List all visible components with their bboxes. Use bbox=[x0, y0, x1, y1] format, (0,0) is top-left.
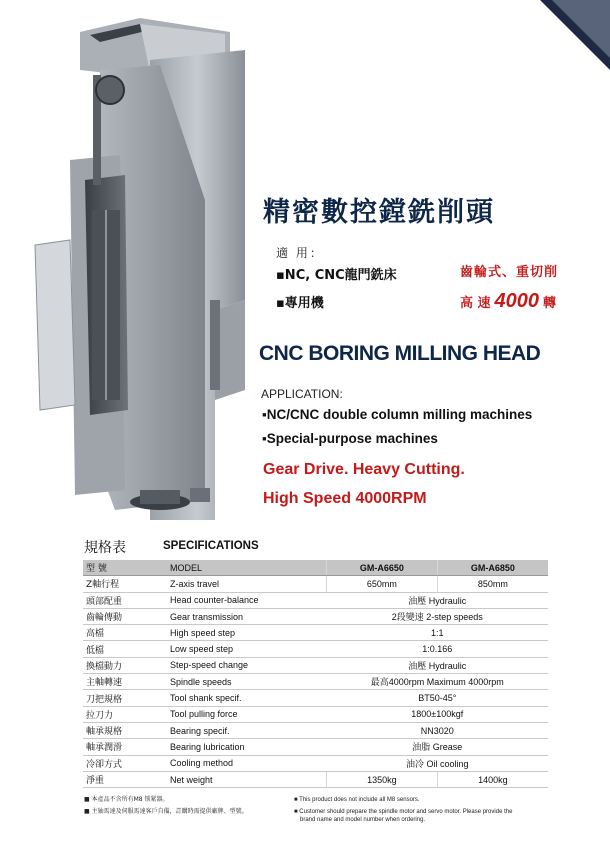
row-label-zh: 低檔 bbox=[83, 641, 167, 657]
row-value: BT50-45° bbox=[327, 690, 549, 706]
row-value: 1:0.166 bbox=[327, 641, 549, 657]
row-value: 1800±100kgf bbox=[327, 706, 549, 722]
corner-decoration-accent bbox=[552, 0, 610, 58]
row-label-en: High speed step bbox=[167, 625, 327, 641]
row-label-en: Cooling method bbox=[167, 755, 327, 771]
row-label-en: Spindle speeds bbox=[167, 674, 327, 690]
row-label-zh: 拉刀力 bbox=[83, 706, 167, 722]
table-row bbox=[83, 755, 548, 771]
table-row bbox=[83, 641, 548, 657]
row-label-zh: 刀把規格 bbox=[83, 690, 167, 706]
row-label-en: Head counter-balance bbox=[167, 592, 327, 608]
feature-zh-speed-suffix: 轉 bbox=[543, 296, 557, 311]
row-value: 1400kg bbox=[437, 771, 548, 787]
row-label-en: Gear transmission bbox=[167, 608, 327, 624]
row-value: 650mm bbox=[327, 576, 438, 592]
application-zh-item: ▪專用機 bbox=[276, 296, 324, 311]
row-label-zh: 高檔 bbox=[83, 625, 167, 641]
row-label-en: Net weight bbox=[167, 771, 327, 787]
table-row bbox=[83, 657, 548, 673]
feature-zh-gear: 齒輪式、重切削 bbox=[460, 265, 559, 280]
spec-heading-en: SPECIFICATIONS bbox=[163, 540, 259, 552]
feature-zh-speed bbox=[460, 290, 556, 313]
row-label-zh: 冷卻方式 bbox=[83, 755, 167, 771]
table-row bbox=[83, 674, 548, 690]
row-value: 1350kg bbox=[327, 771, 438, 787]
table-row bbox=[83, 722, 548, 738]
spec-table-header bbox=[83, 560, 548, 576]
row-value: 2段變速 2-step speeds bbox=[327, 608, 549, 624]
row-label-zh: 軸承規格 bbox=[83, 722, 167, 738]
application-en-item: ▪NC/CNC double column milling machines bbox=[262, 407, 533, 422]
row-label-zh: 齒輪傳動 bbox=[83, 608, 167, 624]
note-zh: ■ 主轴馬達及伺服馬達客戶自備，訂購時需提供廠牌、型號。 bbox=[84, 808, 248, 815]
feature-en-gear: Gear Drive. Heavy Cutting. bbox=[263, 461, 465, 478]
applications-zh-label: 適 用： bbox=[276, 246, 324, 260]
table-row bbox=[83, 706, 548, 722]
header-model: GM-A6650 bbox=[327, 560, 438, 576]
row-value: 油脂 Grease bbox=[327, 739, 549, 755]
header-zh: 型 號 bbox=[83, 560, 167, 576]
table-row bbox=[83, 592, 548, 608]
row-value: 850mm bbox=[437, 576, 548, 592]
application-en-item: ▪Special-purpose machines bbox=[262, 431, 438, 446]
table-row bbox=[83, 625, 548, 641]
spec-table bbox=[83, 560, 548, 788]
row-label-zh: 軸承潤滑 bbox=[83, 739, 167, 755]
row-label-en: Z-axis travel bbox=[167, 576, 327, 592]
row-label-en: Step-speed change bbox=[167, 657, 327, 673]
row-value: NN3020 bbox=[327, 722, 549, 738]
note-en: ■ This product does not include all M8 sensors. bbox=[294, 797, 420, 803]
title-zh: 精密數控鏜銑削頭 bbox=[263, 197, 495, 228]
feature-en-speed: High Speed 4000RPM bbox=[263, 490, 427, 507]
header-model: GM-A6850 bbox=[437, 560, 548, 576]
feature-zh-speed-number: 4000 bbox=[494, 290, 540, 312]
feature-zh-speed-prefix: 高 速 bbox=[460, 296, 491, 311]
row-label-en: Low speed step bbox=[167, 641, 327, 657]
applications-en-label: APPLICATION: bbox=[261, 387, 343, 401]
row-label-zh: 淨重 bbox=[83, 771, 167, 787]
row-label-en: Tool shank specif. bbox=[167, 690, 327, 706]
row-value: 1:1 bbox=[327, 625, 549, 641]
row-label-en: Bearing specif. bbox=[167, 722, 327, 738]
application-zh-item: ▪NC, CNC龍門銑床 bbox=[276, 268, 397, 283]
table-row bbox=[83, 690, 548, 706]
row-label-en: Tool pulling force bbox=[167, 706, 327, 722]
row-label-zh: 主軸轉速 bbox=[83, 674, 167, 690]
row-label-zh: 頭部配重 bbox=[83, 592, 167, 608]
header-en: MODEL bbox=[167, 560, 327, 576]
row-value: 油壓 Hydraulic bbox=[327, 592, 549, 608]
spec-heading-zh: 規格表 bbox=[84, 540, 126, 556]
table-row bbox=[83, 576, 548, 592]
table-row bbox=[83, 771, 548, 787]
row-label-en: Bearing lubrication bbox=[167, 739, 327, 755]
row-value: 最高4000rpm Maximum 4000rpm bbox=[327, 674, 549, 690]
note-en: brand name and model number when ordering. bbox=[300, 817, 426, 823]
row-value: 油冷 Oil cooling bbox=[327, 755, 549, 771]
note-en: ■ Customer should prepare the spindle motor and servo motor. Please provide the bbox=[294, 809, 513, 815]
table-row bbox=[83, 739, 548, 755]
milling-head-illustration bbox=[30, 10, 280, 520]
title-en: CNC BORING MILLING HEAD bbox=[259, 342, 541, 365]
table-row bbox=[83, 608, 548, 624]
row-value: 油壓 Hydraulic bbox=[327, 657, 549, 673]
row-label-zh: Z軸行程 bbox=[83, 576, 167, 592]
row-label-zh: 換檔動力 bbox=[83, 657, 167, 673]
note-zh: ■ 本產品不含所有M8 锁紧器。 bbox=[84, 796, 169, 803]
